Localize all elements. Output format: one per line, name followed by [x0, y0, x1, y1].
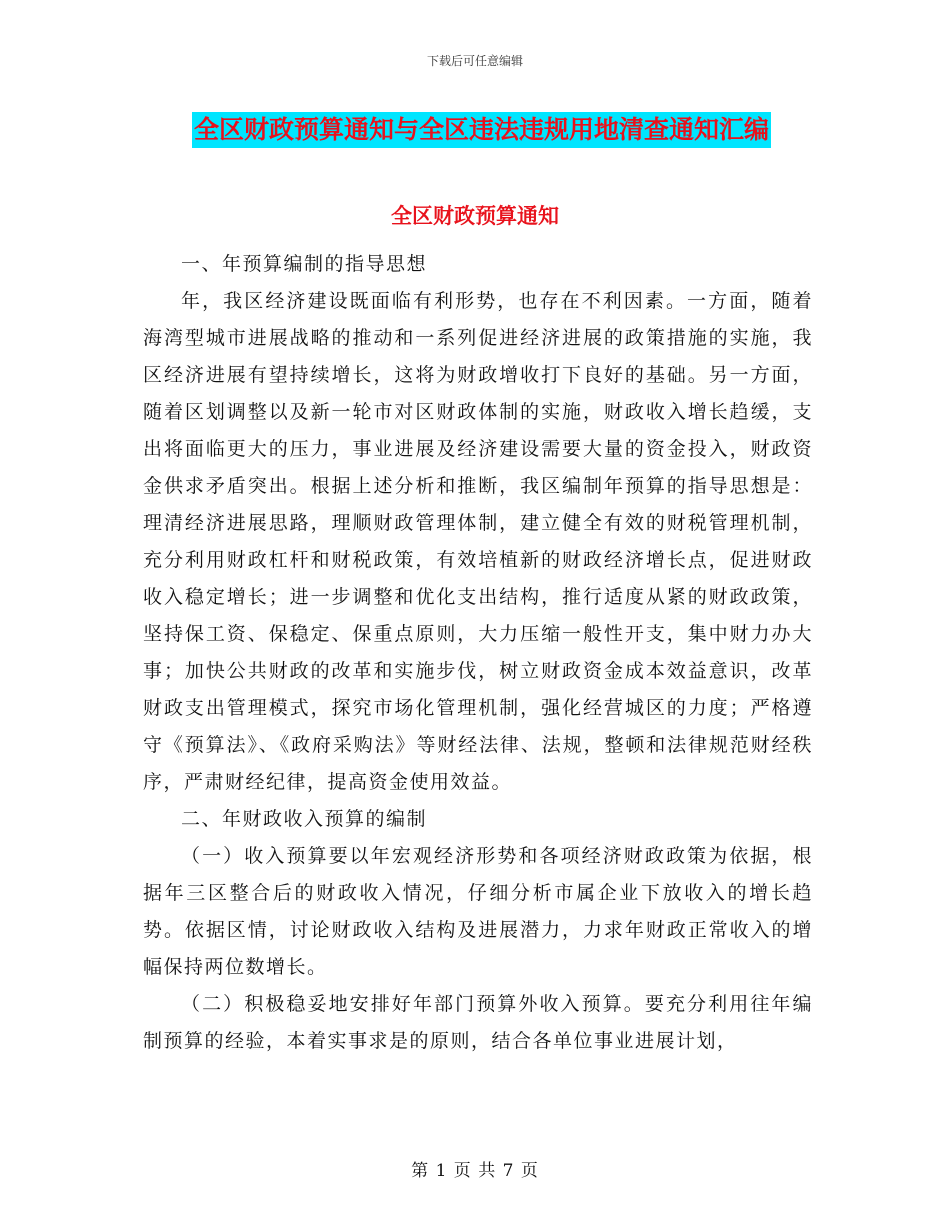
- paragraph-heading-1: 一、年预算编制的指导思想: [181, 253, 428, 275]
- paragraph: （二）积极稳妥地安排好年部门预算外收入预算。要充分利用往年编制预算的经验，本着实事求是的原则，结合各单位事业进展计划，: [143, 993, 813, 1052]
- section-title: 全区财政预算通知: [391, 204, 559, 228]
- document-body: [143, 246, 813, 1060]
- paragraph-heading-2: 二、年财政收入预算的编制: [181, 808, 428, 830]
- document-title: 全区财政预算通知与全区违法违规用地清查通知汇编: [192, 112, 771, 148]
- header-note: 下载后可任意编辑: [426, 54, 523, 68]
- paragraph: （一）收入预算要以年宏观经济形势和各项经济财政政策为依据，根据年三区整合后的财政收入情况，仔细分析市属企业下放收入的增长趋势。依据区情，讨论财政收入结构及进展潜力，力求年财政正常收入的增幅保持两位数增长。: [143, 845, 813, 978]
- paragraph: 年，我区经济建设既面临有利形势，也存在不利因素。一方面，随着海湾型城市进展战略的推动和一系列促进经济进展的政策措施的实施，我区经济进展有望持续增长，这将为财政增收打下良好的基础。另一方面，随着区划调整以及新一轮市对区财政体制的实施，财政收入增长趋缓，支出将面临更大的压力，事业进展及经济建设需要大量的资金投入，财政资金供求矛盾突出。根据上述分析和推断，我区编制年预算的指导思想是：理清经济进展思路，理顺财政管理体制，建立健全有效的财税管理机制，充分利用财政杠杆和财税政策，有效培植新的财政经济增长点，促进财政收入稳定增长；进一步调整和优化支出结构，推行适度从紧的财政政策，坚持保工资、保稳定、保重点原则，大力压缩一般性开支，集中财力办大事；加快公共财政的改革和实施步伐，树立财政资金成本效益意识，改革财政支出管理模式，探究市场化管理机制，强化经营城区的力度；严格遵守《预算法》、《政府采购法》等财经法律、法规，整顿和法律规范财经秩序，严肃财经纪律，提高资金使用效益。: [143, 290, 813, 793]
- page-number: 第 1 页 共 7 页: [411, 1161, 539, 1181]
